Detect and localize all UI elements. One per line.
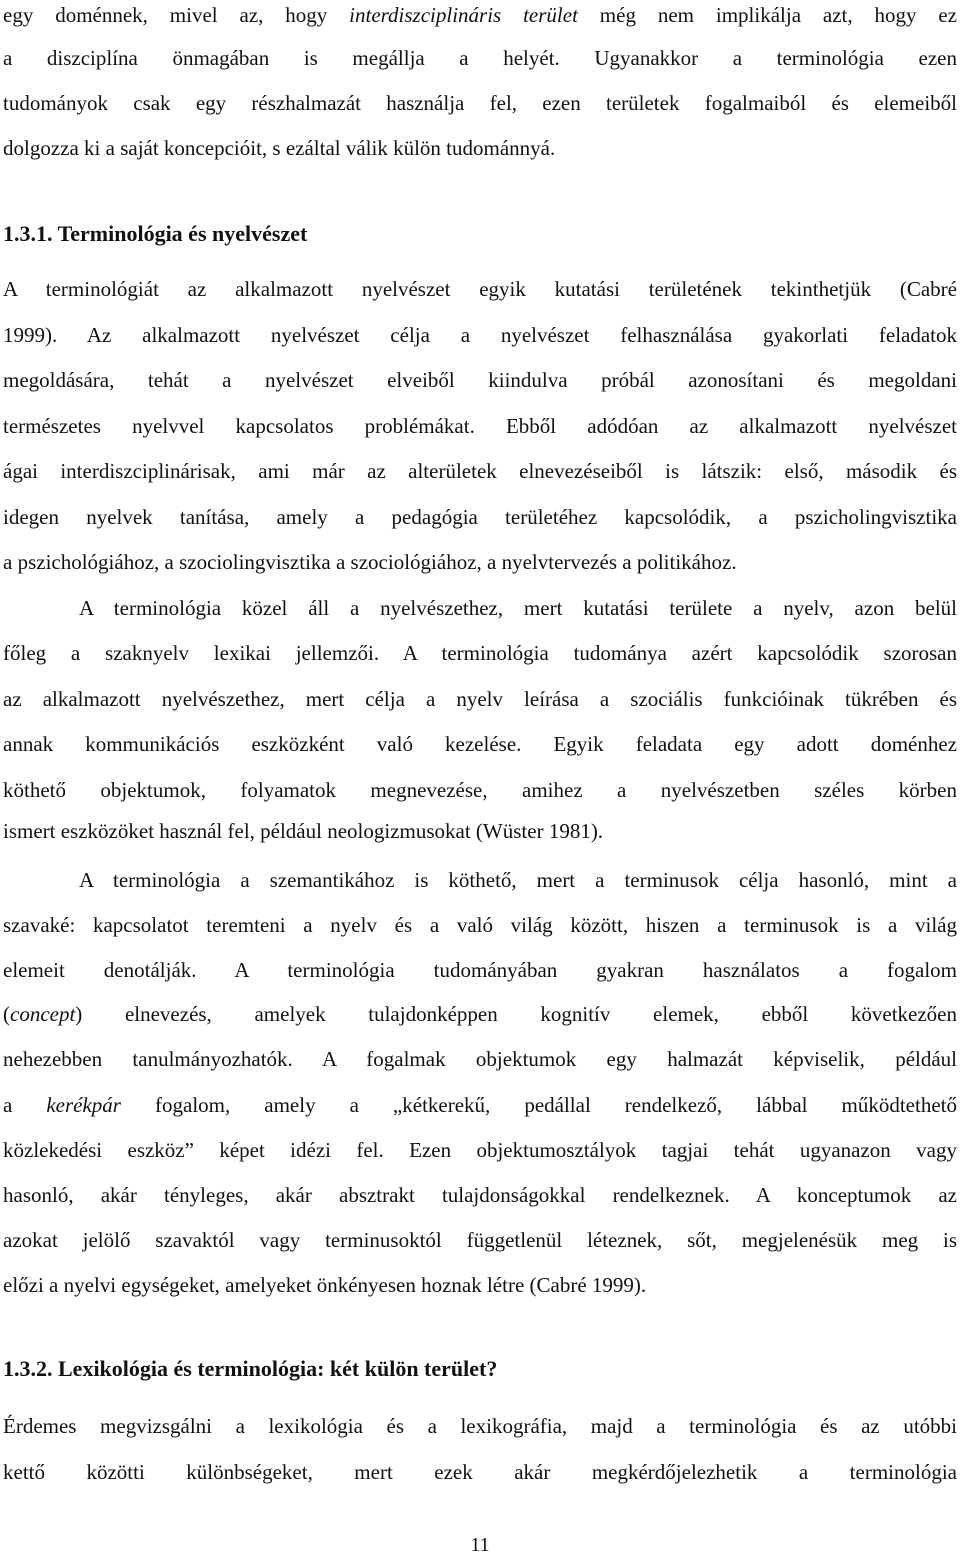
body-text-line: köthető objektumok, folyamatok megnevezése, amihez a nyelvészetben széles körben [3, 778, 957, 802]
section-heading: 1.3.2. Lexikológia és terminológia: két külön terület? [3, 1356, 498, 1381]
body-text-line: az alkalmazott nyelvészethez, mert célja a nyelv leírása a szociális funkcióinak tükrében és [3, 687, 957, 711]
body-text-line: tudományok csak egy részhalmazát használja fel, ezen területek fogalmaiból és elemeiből [3, 91, 957, 115]
body-text-line: közlekedési eszköz” képet idézi fel. Ezen objektumosztályok tagjai tehát ugyanazon vagy [3, 1138, 957, 1162]
body-text-line: kettő közötti különbségeket, mert ezek akár megkérdőjelezhetik a terminológia [3, 1460, 957, 1484]
body-text-line: a diszciplína önmagában is megállja a helyét. Ugyanakkor a terminológia ezen [3, 46, 957, 70]
body-text-line: dolgozza ki a saját koncepcióit, s ezáltal válik külön tudománnyá. [3, 136, 556, 160]
body-text-line: előzi a nyelvi egységeket, amelyeket önkényesen hoznak létre (Cabré 1999). [3, 1273, 647, 1297]
body-text-line: ágai interdiszciplinárisak, ami már az alterületek elnevezéseiből is látszik: első, második és [3, 459, 957, 483]
body-text-line: természetes nyelvvel kapcsolatos problémákat. Ebből adódóan az alkalmazott nyelvészet [3, 414, 957, 438]
body-text-line: A terminológia a szemantikához is köthető, mert a terminusok célja hasonló, mint a [79, 868, 957, 892]
body-text-line: nehezebben tanulmányozhatók. A fogalmak objektumok egy halmazát képviselik, például [3, 1047, 957, 1071]
body-text-line: a kerékpár fogalom, amely a „kétkerekű, pedállal rendelkező, lábbal működtethető [3, 1093, 957, 1117]
body-text-line: elemeit denotálják. A terminológia tudományában gyakran használatos a fogalom [3, 958, 957, 982]
italic-term: kerékpár [46, 1093, 121, 1117]
body-text-line: A terminológiát az alkalmazott nyelvészet egyik kutatási területének tekinthetjük (Cabré [3, 277, 957, 301]
body-text-line: megoldására, tehát a nyelvészet elveiből kiindulva próbál azonosítani és megoldani [3, 368, 957, 392]
body-text-line: 1999). Az alkalmazott nyelvészet célja a nyelvészet felhasználása gyakorlati feladatok [3, 323, 957, 347]
body-text-line: annak kommunikációs eszközként való kezelése. Egyik feladata egy adott doménhez [3, 732, 957, 756]
body-text-line: (concept) elnevezés, amelyek tulajdonképpen kognitív elemek, ebből következően [3, 1002, 957, 1026]
body-text-line: Érdemes megvizsgálni a lexikológia és a lexikográfia, majd a terminológia és az utóbbi [3, 1414, 957, 1438]
body-text-line: egy doménnek, mivel az, hogy interdiszciplináris terület még nem implikálja azt, hogy ez [3, 3, 958, 27]
body-text-line: azokat jelölő szavaktól vagy terminusoktól függetlenül léteznek, sőt, megjelenésük meg is [3, 1228, 957, 1252]
page-number: 11 [470, 1534, 490, 1556]
body-text-line: hasonló, akár tényleges, akár absztrakt tulajdonságokkal rendelkeznek. A konceptumok az [3, 1183, 957, 1207]
body-text-line: szavaké: kapcsolatot teremteni a nyelv és a való világ között, hiszen a terminusok is a világ [3, 913, 957, 937]
body-text-line: főleg a szaknyelv lexikai jellemzői. A terminológia tudománya azért kapcsolódik szorosan [3, 641, 957, 665]
section-heading: 1.3.1. Terminológia és nyelvészet [3, 221, 308, 246]
body-text-line: idegen nyelvek tanítása, amely a pedagógia területéhez kapcsolódik, a pszicholingvisztika [3, 505, 957, 529]
body-text-line: a pszichológiához, a szociolingvisztika a szociológiához, a nyelvtervezés a politikához. [3, 550, 737, 574]
body-text-line: ismert eszközöket használ fel, például neologizmusokat (Wüster 1981). [3, 819, 604, 843]
italic-term: concept [10, 1002, 76, 1026]
italic-term: interdiszciplináris terület [349, 3, 578, 27]
body-text-line: A terminológia közel áll a nyelvészethez, mert kutatási területe a nyelv, azon belül [79, 596, 957, 620]
